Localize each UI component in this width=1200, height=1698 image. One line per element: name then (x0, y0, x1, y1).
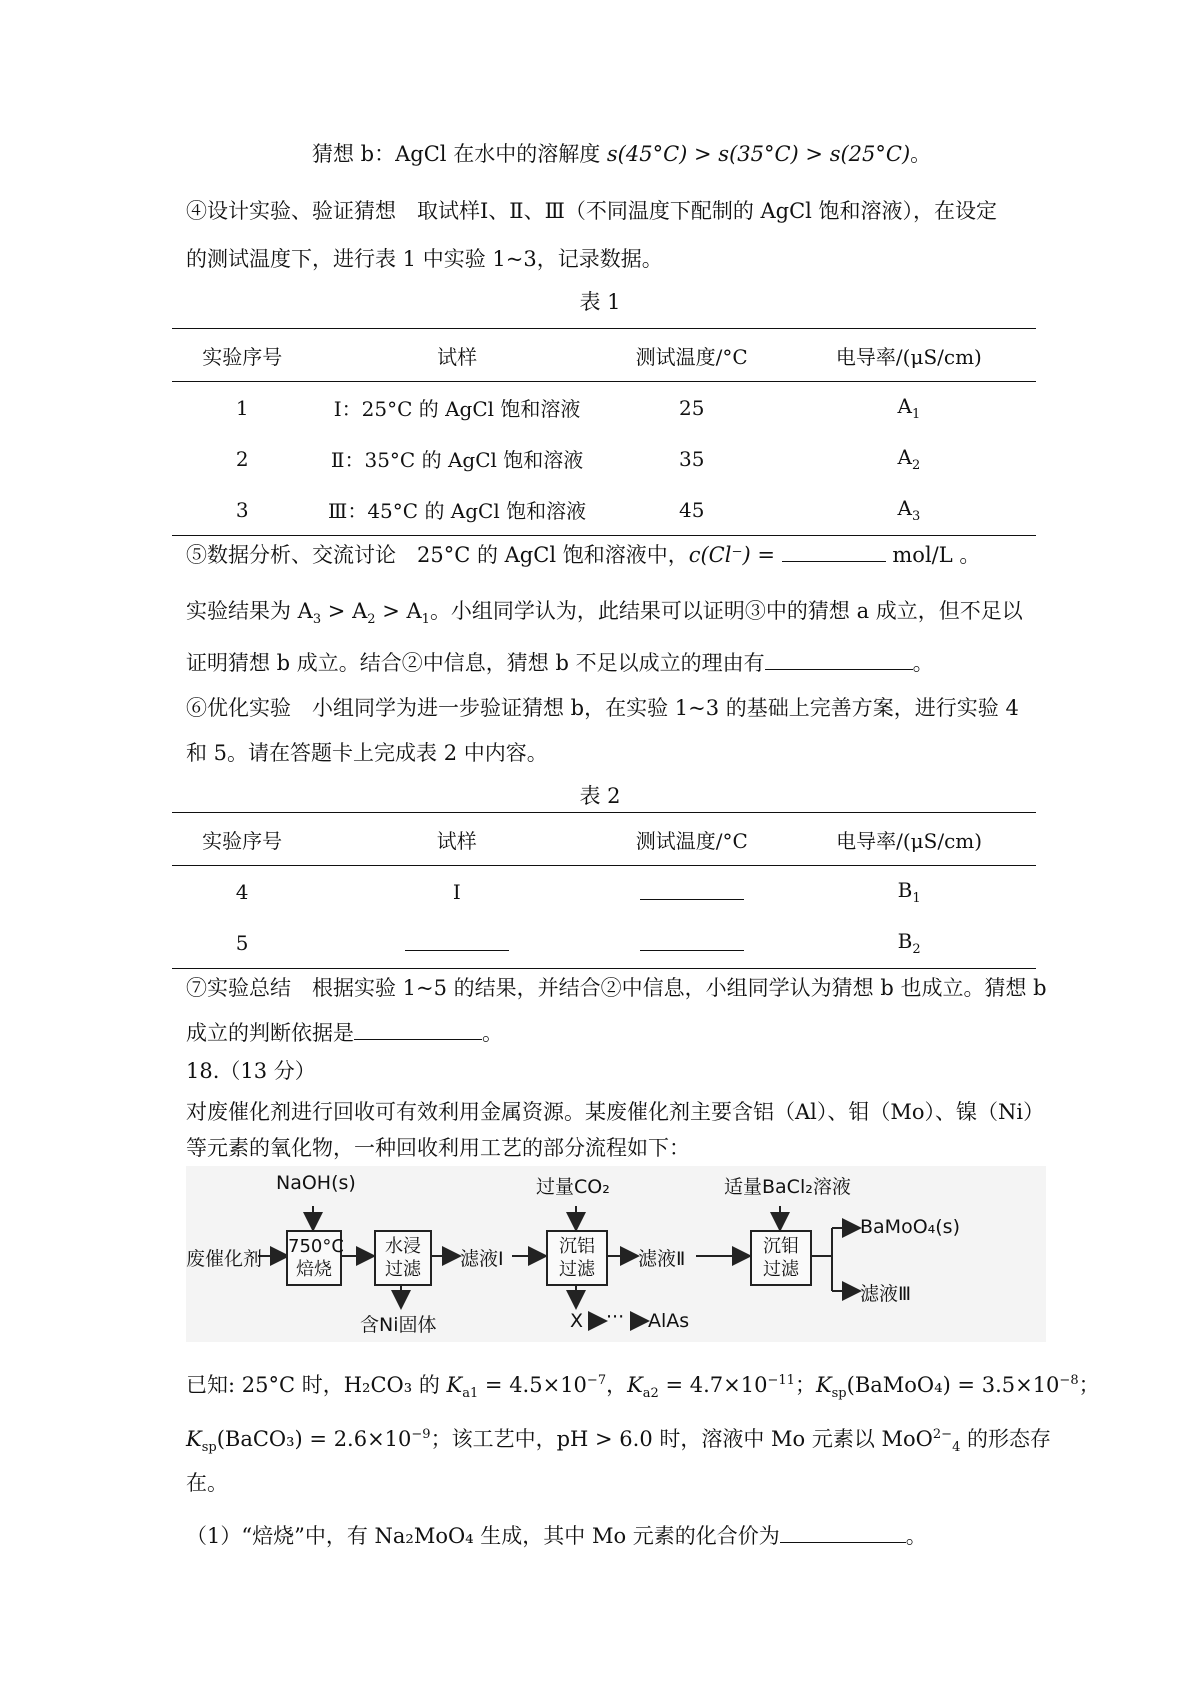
cell-value: B (897, 877, 913, 902)
ka1-symbol: K (446, 1373, 463, 1397)
step7-line2 (186, 1018, 503, 1048)
ksp2-subscript: sp (201, 1440, 217, 1456)
table-row (172, 917, 1036, 969)
filter-label: 过滤 (385, 1259, 421, 1280)
table-cell (782, 484, 1036, 536)
table2-header: 电导率/(μS/cm) (782, 813, 1036, 866)
filtrate1-label: 滤液Ⅰ (460, 1248, 504, 1270)
result-line1: 实验结果为 $A_3 > A_2 > A_1$。小组同学认为，此结果可以证明③中的猜想 a 成立，但不足以 (186, 599, 1023, 628)
known-line1: 已知: 25°C 时，H₂CO₃ 的 $K_{a1} = 4.5\times 10^{-7}$，$K_{a2} = 4.7\times 10^{-11}$；$K_{sp}(BaMoO_4) = 3.5\times 10^{-8}$； (186, 1373, 1100, 1402)
answer-blank[interactable] (765, 649, 913, 670)
table1-caption: 表 1 (579, 290, 621, 314)
guess-b-end: 。 (910, 142, 932, 166)
table2-header: 测试温度/°C (601, 813, 782, 866)
step5-text: ⑤数据分析、交流讨论 25°C 的 AgCl 饱和溶液中， (186, 543, 689, 567)
known-line3: 在。 (186, 1471, 228, 1495)
roast-label: 焙烧 (296, 1259, 332, 1280)
cell-subscript: 1 (912, 890, 921, 906)
al-precipitation-label: 沉铝 (559, 1236, 595, 1257)
table2-header: 实验序号 (172, 813, 312, 866)
ka1-subscript: a1 (462, 1386, 479, 1402)
table-cell (782, 382, 1036, 434)
ka2-value: = 4.7×10 (658, 1373, 768, 1397)
table1 (172, 328, 1036, 536)
filtrate3-label: 滤液Ⅲ (860, 1283, 912, 1305)
ksp1-symbol: K (815, 1373, 832, 1397)
q18-line1: 对废催化剂进行回收可有效利用金属资源。某废催化剂主要含铝（Al）、钼（Mo）、镍（Ni） (186, 1100, 1045, 1124)
known-line2 (186, 1420, 1051, 1463)
table-row (172, 866, 1036, 918)
ka1-value: = 4.5×10 (478, 1373, 587, 1397)
table-row (172, 484, 1036, 536)
table2 (172, 812, 1036, 969)
known-text-end: 的形态存 (960, 1427, 1052, 1451)
unit-text: mol/L 。 (892, 543, 981, 567)
ka2-exponent: −11 (767, 1373, 795, 1388)
answer-blank[interactable] (405, 930, 509, 951)
cell-value: A (897, 495, 912, 520)
ksp2-value: (BaCO₃) = 2.6×10 (216, 1427, 412, 1451)
table-cell: 25 (678, 395, 705, 420)
waste-catalyst-label: 废催化剂 (186, 1248, 263, 1270)
table-cell: 3 (172, 484, 313, 536)
cell-value: A (897, 393, 912, 418)
filter-label: 过滤 (559, 1259, 595, 1280)
table-cell: 35 (678, 446, 705, 471)
cell-subscript: 1 (911, 406, 921, 422)
table-cell: 2 (235, 446, 249, 471)
q18-line2: 等元素的氧化物，一种回收利用工艺的部分流程如下： (186, 1136, 690, 1160)
q18-title: 18.（13 分） (186, 1059, 316, 1083)
answer-blank[interactable] (640, 930, 744, 951)
table-cell: 45 (602, 484, 782, 536)
table-cell (312, 917, 601, 969)
answer-blank[interactable] (640, 879, 744, 900)
table-cell: Ⅲ：45°C 的 AgCl 饱和溶液 (313, 484, 602, 536)
result-text-2: 证明猜想 b 成立。结合②中信息，猜想 b 不足以成立的理由有 (186, 651, 765, 675)
step4-line1: ④设计实验、验证猜想 取试样Ⅰ、Ⅱ、Ⅲ（不同温度下配制的 AgCl 饱和溶液），在设定 (186, 199, 998, 223)
table1-header: 试样 (313, 329, 602, 382)
roast-box (286, 1230, 342, 1286)
filter-label: 过滤 (763, 1259, 799, 1280)
ksp1-value: (BaMoO₄) = 3.5×10 (846, 1373, 1060, 1397)
q18-part1-end: 。 (905, 1524, 927, 1548)
result-text: 。小组同学认为，此结果可以证明③中的猜想 a 成立，但不足以 (429, 599, 1023, 623)
table-cell (782, 917, 1036, 969)
table2-header: 试样 (312, 813, 601, 866)
ni-solid-label: 含Ni固体 (360, 1314, 437, 1336)
chloride-concentration: c(Cl⁻) = (688, 543, 776, 567)
ka1-exponent: −7 (586, 1373, 607, 1388)
table-cell: Ⅰ (452, 879, 461, 904)
leach-label: 水浸 (385, 1236, 421, 1257)
mo-precipitation-box (750, 1230, 812, 1286)
table-cell: Ⅰ：25°C 的 AgCl 饱和溶液 (333, 397, 581, 421)
step7-end: 。 (482, 1021, 503, 1045)
cell-subscript: 2 (912, 941, 921, 957)
table2-header-row (172, 813, 1036, 866)
known-intro: 已知: 25°C 时，H₂CO₃ 的 (186, 1373, 447, 1397)
leach-filter-box (374, 1230, 432, 1286)
step6-line2: 和 5。请在答题卡上完成表 2 中内容。 (186, 741, 548, 765)
bamoo4-product-label: BaMoO₄(s) (860, 1216, 960, 1238)
step6-line1: ⑥优化实验 小组同学为进一步验证猜想 b，在实验 1~3 的基础上完善方案，进行实验 4 (186, 696, 1019, 720)
ksp2-exponent: −9 (411, 1427, 431, 1442)
table1-header-row (172, 329, 1036, 382)
table-cell: 4 (235, 879, 249, 904)
step5-line (186, 540, 980, 570)
answer-blank[interactable] (354, 1019, 482, 1040)
filtrate2-label: 滤液Ⅱ (638, 1248, 686, 1270)
al-precipitation-box (546, 1230, 608, 1286)
table-cell: 5 (172, 917, 312, 969)
known-text: ；该工艺中，pH > 6.0 时，溶液中 Mo 元素以 MoO (430, 1427, 933, 1451)
table-row (172, 433, 1036, 484)
table-row (172, 382, 1036, 434)
ksp2-symbol: K (186, 1427, 202, 1451)
molybdate-subscript: 4 (952, 1440, 961, 1456)
result-end: 。 (912, 651, 934, 675)
step7-line1: ⑦实验总结 根据实验 1~5 的结果，并结合②中信息，小组同学认为猜想 b 也成立。猜想 b (186, 976, 1047, 1000)
x-label: X (570, 1310, 584, 1332)
q18-part1 (186, 1521, 927, 1551)
step7-text: 成立的判断依据是 (186, 1021, 354, 1045)
process-flow-diagram (186, 1166, 1046, 1342)
cell-value: A (897, 444, 912, 469)
table1-header: 电导率/(μS/cm) (782, 329, 1036, 382)
cell-value: B (897, 928, 913, 953)
mo-precipitation-label: 沉钼 (763, 1236, 799, 1257)
ksp1-exponent: −8 (1059, 1373, 1079, 1388)
table-cell: 1 (235, 395, 249, 420)
ksp1-subscript: sp (831, 1386, 847, 1402)
bacl2-label: 适量BaCl₂溶液 (724, 1176, 851, 1198)
answer-blank[interactable] (782, 541, 886, 562)
table1-header: 实验序号 (172, 329, 313, 382)
ka2-symbol: K (627, 1373, 643, 1397)
table1-header: 测试温度/°C (602, 329, 782, 382)
roast-temp: 750°C (288, 1236, 344, 1257)
result-line2 (186, 648, 934, 678)
q18-part1-text: （1）“焙烧”中，有 Na₂MoO₄ 生成，其中 Mo 元素的化合价为 (186, 1524, 780, 1548)
alas-label: AlAs (648, 1310, 690, 1332)
ka2-subscript: a2 (642, 1386, 659, 1402)
guess-b-text: AgCl 在水中的溶解度 (395, 142, 601, 166)
ellipsis-label: ··· (606, 1306, 625, 1328)
cell-subscript: 2 (911, 457, 921, 473)
table-cell: Ⅱ：35°C 的 AgCl 饱和溶液 (330, 448, 584, 472)
answer-blank[interactable] (780, 1522, 906, 1543)
table-cell (601, 866, 782, 918)
table2-caption: 表 2 (579, 784, 621, 808)
naoh-label: NaOH(s) (276, 1172, 356, 1194)
step4-line2: 的测试温度下，进行表 1 中实验 1~3，记录数据。 (186, 247, 663, 271)
result-prefix: 实验结果为 A (186, 599, 313, 623)
table-cell (782, 866, 1036, 918)
guess-b-expression: s(45°C) > s(35°C) > s(25°C) (606, 142, 911, 166)
guess-b-label: 猜想 b： (312, 142, 396, 166)
table-cell (782, 433, 1036, 484)
cell-subscript: 3 (911, 508, 921, 524)
co2-label: 过量CO₂ (536, 1176, 610, 1198)
guess-b-line (312, 139, 931, 169)
molybdate-charge: 2− (932, 1427, 953, 1442)
table-cell (601, 917, 782, 969)
